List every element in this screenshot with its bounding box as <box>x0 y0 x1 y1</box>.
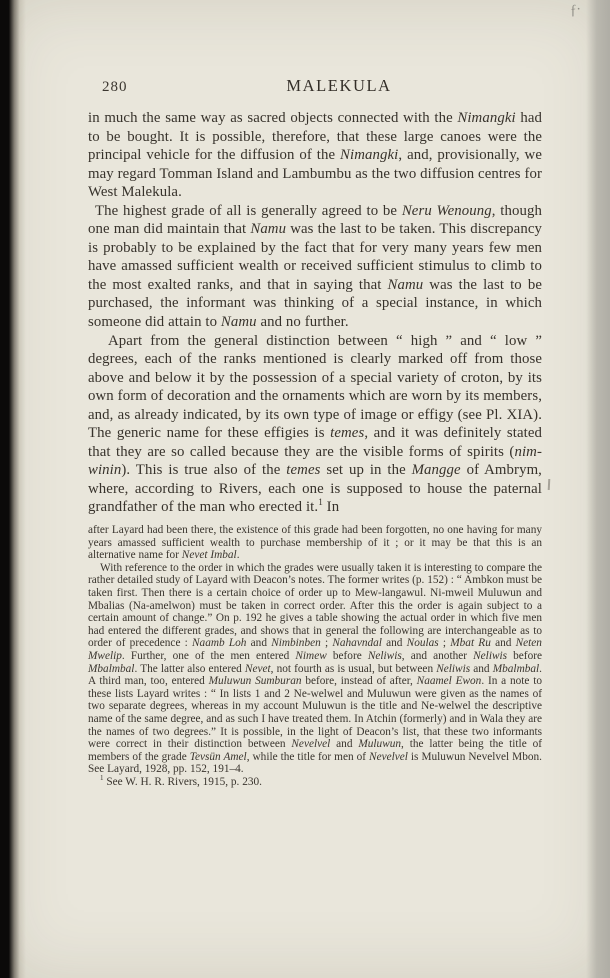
running-title: MALEKULA <box>286 76 392 95</box>
body-text <box>88 109 542 517</box>
footnote-citation: $^1$ See W. H. R. Rivers, 1915, p. 230. <box>100 774 262 788</box>
pencil-mark: ƒ· <box>568 2 582 19</box>
margin-mark <box>548 479 551 490</box>
body-paragraph: The highest grade of all is generally agreed to be Neru Wenoung, though one man did maintain that Namu was the last to be taken. This discrepancy is probably to be explained by the fact that for very many years few men have amassed sufficient wealth or received sufficient stimulus to climb to the most exalted ranks, and that in saying that Namu was the last to be purchased, the informant was thinking of a special instance, in which someone did attain to Namu and no further. <box>88 202 543 331</box>
body-paragraph: in much the same way as sacred objects connected with the Nimangki had to be bought. It is possible, therefore, that these large canoes were the principal vehicle for the diffusion of the Nimangki, and, provisionally, we may regard Tomman Island and Lambumbu as the two diffusion centres for West Malekula. <box>88 110 543 201</box>
page-header <box>88 76 542 98</box>
page-content <box>88 76 542 789</box>
body-paragraph: Apart from the general distinction between “ high ” and “ low ” degrees, each of the ranks mentioned is clearly marked off from those above and below it by the possession of a special variety of croton, by its own form of decoration and the ornaments which are worn by its members, and, as already indicated, by its own type of image or effigy (see Pl. XIA). The generic name for these effigies is temes, and it was definitely stated that they are so called because they are the visible forms of spirits (nim-winin). This is true also of the temes set up in the Mangge of Ambrym, where, according to Rivers, each one is supposed to house the paternal grandfather of the man who erected it.$^1$ In <box>88 332 542 516</box>
page-number: 280 <box>102 79 128 95</box>
footnotes <box>88 524 542 788</box>
footnote-paragraph: With reference to the order in which the grades were usually taken it is interesting to compare the rather detailed study of Layard with Deacon’s notes. The former writes (p. 152) : “ Ambkon must be taken first. Then there is a certain choice of order up to Mew-langawul. Ni-mweil Muluwun and Mbalias (Na-amelwon) must be taken in correct order. After this the order is again subject to a certain amount of change.” On p. 192 he gives a table showing the actual order in which five men had entered the different grades, and shows that in general the following are interchangeable as to order of precedence : Naamb Loh and Nimbinben ; Nahavndal and Noulas ; Mbat Ru and Neten Mwelip. Further, one of the men entered Nimew before Neliwis, and another Neliwis before Mbalmbal. The latter also entered Nevet, not fourth as is usual, but between Neliwis and Mbalmbal. A third man, too, entered Muluwun Sumburan before, instead of after, Naamel Ewon. In a note to these lists Layard writes : “ In lists 1 and 2 Ne-welwel and Muluwun were given as the names of two separate degrees, whereas in my account Muluwun is the title and Ne-welwel the descriptive name of the same degree, and as such I have treated them. In Atchin (formerly) and in Wala they are the names of two degrees.” It is possible, in the light of Deacon’s list, that these two informants were correct in their distinction between Nevelvel and Muluwun, the latter being the title of members of the grade Tevsün Amel, while the title for men of Nevelvel is Muluwun Nevelvel Mbon. See Layard, 1928, pp. 152, 191–4. <box>88 561 542 776</box>
footnote-paragraph: after Layard had been there, the existence of this grade had been forgotten, no one having for many years amassed sufficient wealth to purchase membership of it ; or it may be that this is an alternative name for Nevet Imbal. <box>88 524 542 562</box>
page-binding-shadow <box>0 0 26 978</box>
page-right-edge <box>586 0 610 978</box>
